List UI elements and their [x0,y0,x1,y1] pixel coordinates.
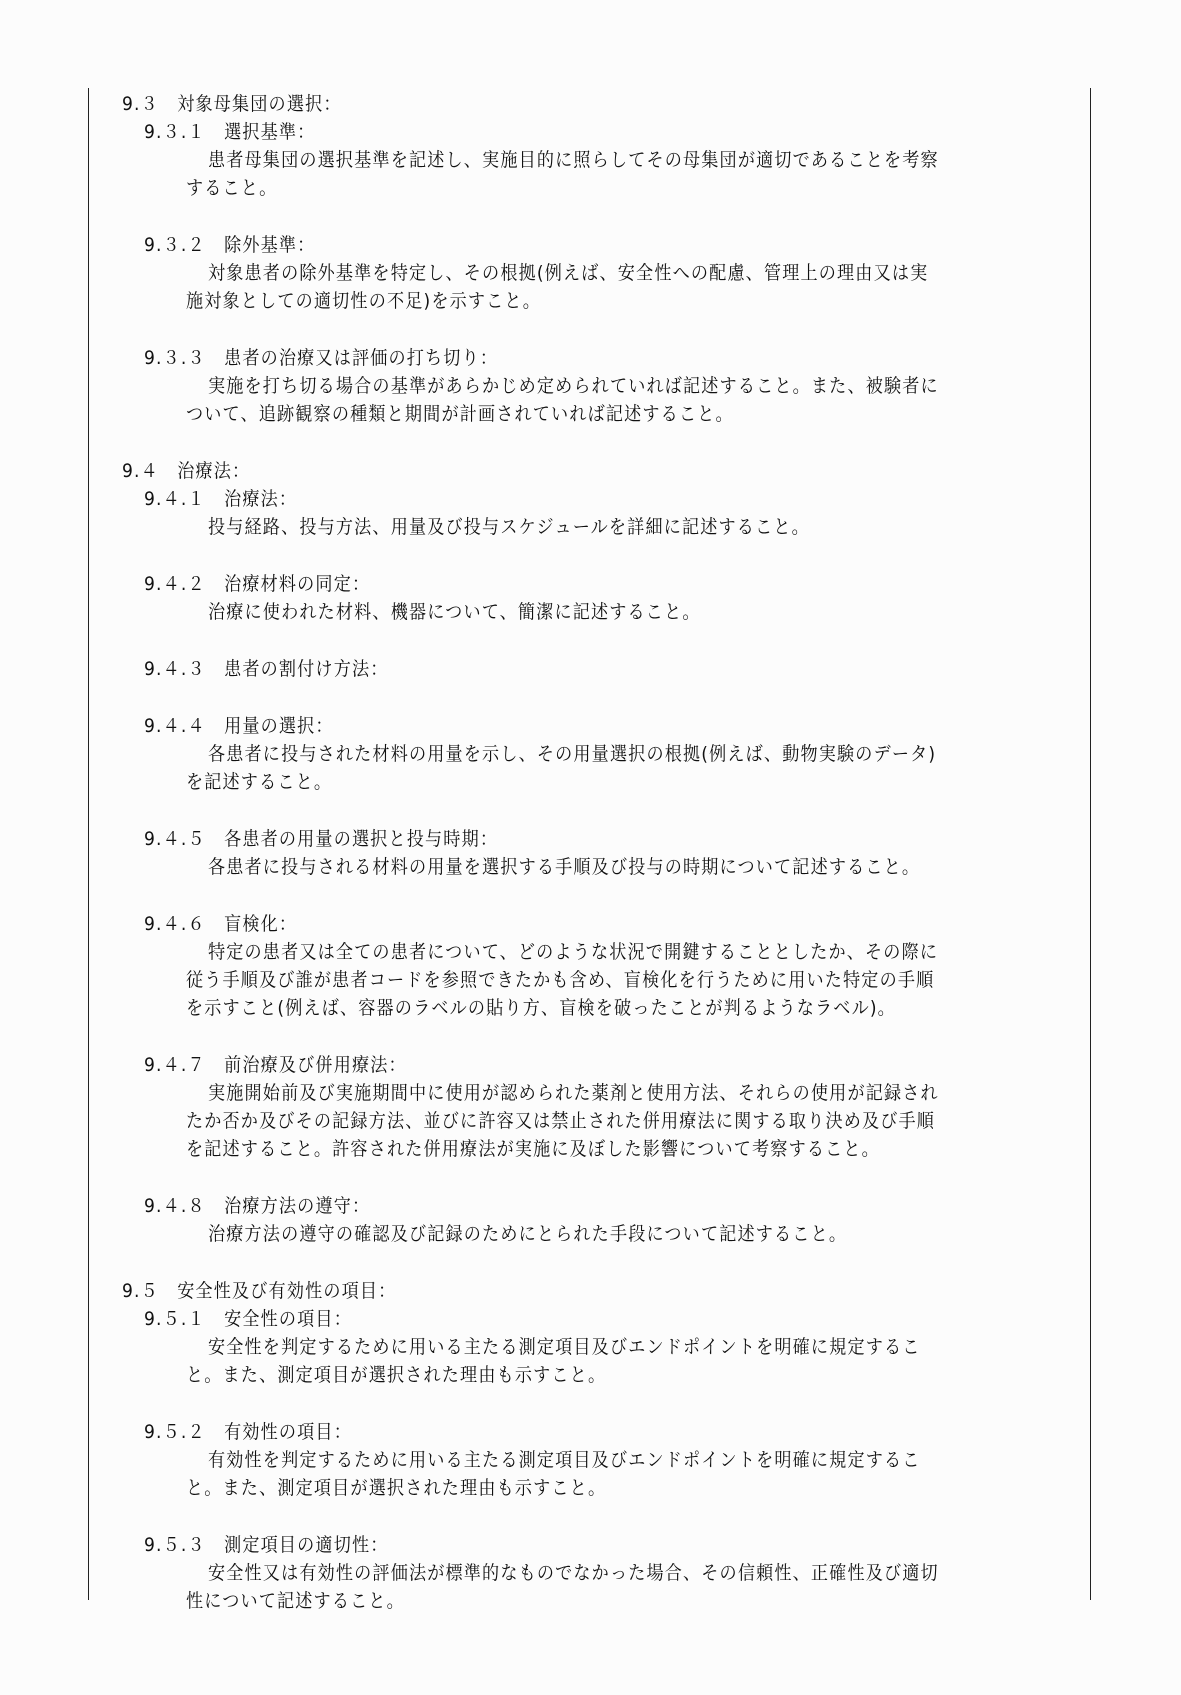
body-text-line: 従う手順及び誰が患者コードを参照できたかも含め、盲検化を行うために用いた特定の手順 [186,969,935,991]
body-text-line: 施対象としての適切性の不足)を示すこと。 [186,290,541,312]
body-text-line: ついて、追跡観察の種類と期間が計画されていれば記述すること。 [186,403,734,425]
body-text-line: 実施開始前及び実施期間中に使用が認められた薬剤と使用方法、それらの使用が記録され [208,1082,939,1104]
section-heading: 9.３ 対象母集団の選択： [122,93,342,115]
body-text-line: を記述すること。 [186,771,333,793]
subsection-heading: 9.３.１ 選択基準： [144,121,316,143]
body-text-line: を記述すること。許容された併用療法が実施に及ぼした影響について考察すること。 [186,1138,880,1160]
body-text-line: すること。 [186,177,278,199]
body-text-line: を示すこと(例えば、容器のラベルの貼り方、盲検を破ったことが判るようなラベル)。 [186,997,896,1019]
body-text-line: たか否か及びその記録方法、並びに許容又は禁止された併用療法に関する取り決め及び手順 [186,1110,936,1132]
body-text-line: と。また、測定項目が選択された理由も示すこと。 [186,1364,607,1386]
subsection-heading: 9.４.４ 用量の選択： [144,715,334,737]
body-text-line: 各患者に投与される材料の用量を選択する手順及び投与の時期について記述すること。 [208,856,921,878]
body-text-line: 特定の患者又は全ての患者について、どのような状況で開鍵することとしたか、その際に [208,941,939,963]
subsection-heading: 9.５.３ 測定項目の適切性： [144,1534,389,1556]
section-heading: 9.５ 安全性及び有効性の項目： [122,1280,397,1302]
body-text-line: 患者母集団の選択基準を記述し、実施目的に照らしてその母集団が適切であることを考察 [208,149,939,171]
subsection-heading: 9.４.１ 治療法： [144,488,298,510]
body-text-line: 安全性を判定するために用いる主たる測定項目及びエンドポイントを明確に規定するこ [208,1336,921,1358]
subsection-heading: 9.４.２ 治療材料の同定： [144,573,371,595]
section-heading: 9.４ 治療法： [122,460,251,482]
subsection-heading: 9.４.７ 前治療及び併用療法： [144,1054,407,1076]
page-border-right [1090,88,1091,1600]
body-text-line: 実施を打ち切る場合の基準があらかじめ定められていれば記述すること。また、被験者に [208,375,939,397]
body-text-line: 治療方法の遵守の確認及び記録のためにとられた手段について記述すること。 [208,1223,848,1245]
body-text-line: 治療に使われた材料、機器について、簡潔に記述すること。 [208,601,701,623]
subsection-heading: 9.４.３ 患者の割付け方法： [144,658,389,680]
body-text-line: 投与経路、投与方法、用量及び投与スケジュールを詳細に記述すること。 [208,516,810,538]
subsection-heading: 9.５.２ 有効性の項目： [144,1421,352,1443]
body-text-line: 性について記述すること。 [186,1590,405,1612]
body-text-line: 安全性又は有効性の評価法が標準的なものでなかった場合、その信頼性、正確性及び適切 [208,1562,939,1584]
body-text-line: 対象患者の除外基準を特定し、その根拠(例えば、安全性への配慮、管理上の理由又は実 [208,262,929,284]
subsection-heading: 9.３.３ 患者の治療又は評価の打ち切り： [144,347,499,369]
subsection-heading: 9.５.１ 安全性の項目： [144,1308,352,1330]
subsection-heading: 9.３.２ 除外基準： [144,234,316,256]
body-text-line: 各患者に投与された材料の用量を示し、その用量選択の根拠(例えば、動物実験のデータ) [208,743,937,765]
page-border-left [88,88,89,1600]
body-text-line: と。また、測定項目が選択された理由も示すこと。 [186,1477,607,1499]
subsection-heading: 9.４.８ 治療方法の遵守： [144,1195,371,1217]
subsection-heading: 9.４.５ 各患者の用量の選択と投与時期： [144,828,499,850]
body-text-line: 有効性を判定するために用いる主たる測定項目及びエンドポイントを明確に規定するこ [208,1449,921,1471]
subsection-heading: 9.４.６ 盲検化： [144,913,298,935]
